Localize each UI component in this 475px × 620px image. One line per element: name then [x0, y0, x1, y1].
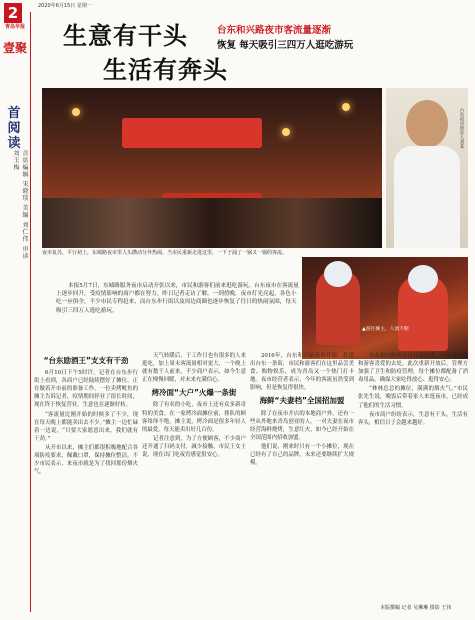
- photo-light: [72, 108, 80, 116]
- column-subhead: “台东励酒王”支支有干劲: [43, 356, 129, 365]
- editor-credit-vertical: 首席编辑 宋晓琰 美编 刘仁伟 审读 刘玉梅: [12, 150, 28, 260]
- headline-kicker: 台东和兴路夜市客流量逐渐: [217, 25, 332, 36]
- column-paragraph: 2016年，台东和兴路夜市开街，打造出台东一条街，市民和游客们在这里品尝美食、购物娱乐，成为青岛又一个热门打卡地。夜市经营者表示，今年的客流虽然受到影响，但是恢复得很快。: [250, 353, 354, 392]
- vendor-mask-2: [408, 265, 438, 293]
- column-paragraph: 他们说，刚来时只有一个小摊位，现在已经有了自己的品牌，未来还要继续扩大规模。: [250, 443, 354, 467]
- portrait-head: [406, 100, 448, 148]
- photo-signboard: [122, 118, 262, 148]
- lead-paragraph: 本报5月7日，东城路服务夜市启动开张以来，市民和游客们前来逛吃游玩。台东夜市在客流量上逐步回升，受疫情影响的商户都在努力。昨日记者走访了解，一到傍晚，夜市灯光亮起，各色小吃一应俱全，不少市民专程赶来，而台东步行街以及周边商圈也逐步恢复了往日的热闹氛围，每天吸引三四万人逛吃游玩。: [56, 283, 299, 314]
- column-subhead: 海鲜“夫妻档”全国招加盟: [259, 396, 345, 406]
- portrait-body: [394, 146, 460, 248]
- column-subhead: 烤冷面“大户”火爆一条街: [151, 388, 237, 398]
- photo-light: [342, 103, 350, 111]
- issue-date: 2020年6月15日 星期一: [38, 3, 92, 9]
- article-column-2: [142, 352, 246, 610]
- headline-subtitle: 恢复 每天吸引三四万人逛吃游玩: [217, 40, 354, 51]
- vendor-photo: [302, 257, 468, 359]
- article-column-1: [34, 352, 138, 610]
- left-divider: [30, 12, 31, 612]
- brand-logo: 壹聚: [3, 41, 28, 55]
- column-paragraph: 夜市商户纷纷表示，生意有干头，生活有奔头，相信日子会越来越好。: [358, 411, 468, 426]
- main-photo: [42, 88, 382, 248]
- column-paragraph: 天气转暖后，于工作日也有很多的人来逛吃，加上周末客流量相对更大，一个晚上就有数千人前来。不少商户表示，如今生意正在慢慢回暖，对未来充满信心。: [142, 353, 246, 384]
- headline-line1: 生意有干头: [63, 21, 188, 50]
- vendor-photo-caption: ▲游区摊主，人流不断: [362, 327, 409, 332]
- headline-line2: 生活有奔头: [103, 55, 228, 84]
- column-paragraph: 记者注意到，为了方便顾客，不少商户还开通了扫码支付，减少接触。市民王女士说，现在出门吃夜宵感觉很安心。: [142, 435, 246, 459]
- page-number: 2: [4, 3, 22, 23]
- brand-small: 青岛早报: [4, 24, 25, 30]
- column-paragraph: 除了有名的小吃，夜市上还有众多新奇特的美食。在一家烤冷面摊位前，排队的顾客络绎不绝。摊主说，烤冷面是很多年轻人的最爱，每天能卖出好几百份。: [142, 402, 246, 433]
- footer-credit: 本版撰稿 记者 吴琳琳 摄影 王伟: [380, 605, 452, 611]
- column-paragraph: 台东和兴路夜市自开街以来，一直是市民和游客喜爱的去处。此次重新开放后，管理方加强了卫生和防疫管理，每个摊位都配备了消毒用品，确保大家吃得放心、逛得安心。: [358, 353, 468, 384]
- column-paragraph: 除了在夜市开店的本地商户外，还有一些从外地来青岛创业的人。一对夫妻在夜市经营海鲜烧烤，生意红火，如今已经开始在全国范围内招收加盟。: [250, 410, 354, 441]
- photo-light: [282, 128, 290, 136]
- portrait-photo: [386, 88, 468, 248]
- column-paragraph: 6月10日下午5时许，记者在台东步行街上看到，各商户已经陆续摆好了摊位，正在做着开市前的准备工作。一位卖烤鱿鱼的摊主告诉记者，疫情期间停业了很长时间，现在终于恢复营业，生意也在逐渐好转。: [34, 370, 138, 409]
- section-title: 首阅读: [7, 106, 21, 151]
- column-paragraph: “林林总总的摊位，满满的烟火气。”市民张先生说，晚饭后带着家人来逛夜市，已经成了他们的生活习惯。: [358, 386, 468, 409]
- article-column-3: [250, 352, 354, 610]
- article-column-4: [358, 352, 468, 610]
- vendor-mask-1: [324, 261, 352, 287]
- column-paragraph: “客流量比刚开始的时候多了不少，现在每天晚上都能卖出去不少。”摊主一边忙碌着一边说，“只要大家愿意出来，我们就有干劲。”: [34, 411, 138, 442]
- main-photo-caption: 夜市复苏，平行初上，东城路夜市里人头攒动分外热闹。当市民重新走进这里，一下子涌了一锅又一锅的客流。: [42, 250, 288, 256]
- column-paragraph: 从开市以来，摊主们都很积极地配合各项防疫要求，佩戴口罩，保持摊位整洁。不少市民表示，来夜市就是为了找回那份烟火气。: [34, 444, 138, 476]
- photo-crowd: [42, 198, 382, 248]
- portrait-caption: 台东夜市创办人刘某: [459, 108, 464, 149]
